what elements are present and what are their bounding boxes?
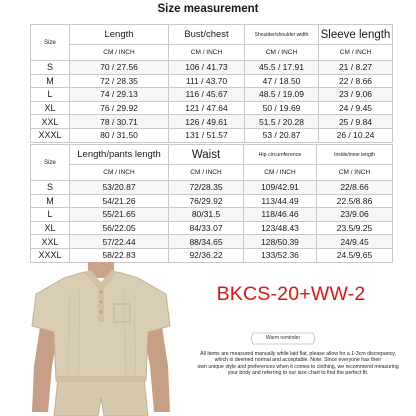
table-row [31,101,393,115]
table-row [31,208,393,222]
header-length: Length [70,25,169,45]
table-cell: 24/9.45 [317,235,393,249]
table-row [31,115,393,129]
table-cell: 53/20.87 [70,181,169,195]
size-label: XXL [31,235,70,249]
table-row [31,128,393,142]
table-cell: 113/44.49 [244,194,317,208]
table-cell: 76 / 29.92 [70,101,169,115]
unit-label: CM / INCH [244,165,317,181]
top-size-table [30,24,393,143]
header-pants-length: Length/pants length [70,145,169,165]
product-code: BKCS-20+WW-2 [216,283,366,305]
reminder-title: Warm reminder [265,335,301,341]
table-cell: 57/22.44 [70,235,169,249]
table-cell: 116 / 45.67 [169,88,245,102]
table-cell: 123/48.43 [244,221,317,235]
table-cell: 76/29.92 [169,194,244,208]
table-cell: 126 / 49.61 [169,115,245,129]
table-cell: 106 / 41.73 [169,61,245,75]
table-cell: 78 / 30.71 [70,115,169,129]
table-cell: 22.5/8.86 [317,194,393,208]
table-cell: 74 / 29.13 [70,88,169,102]
table-cell: 22 / 8.66 [319,74,393,88]
size-label: XXL [31,115,70,129]
table-row [31,248,393,262]
table-cell: 72/28.35 [169,181,244,195]
unit-label: CM / INCH [169,165,244,181]
header-waist: Waist [169,145,244,165]
table-row [31,74,393,88]
table-cell: 45.5 / 17.91 [245,61,319,75]
unit-label: CM / INCH [245,45,319,61]
table-cell: 23 / 9.06 [319,88,393,102]
size-label: S [31,61,70,75]
table-cell: 121 / 47.64 [169,101,245,115]
size-label: L [31,88,70,102]
table-cell: 51.5 / 20.28 [245,115,319,129]
notice-line: which is deemed normal and acceptable. Note: Since everyone has their [214,357,382,364]
table-cell: 128/50.39 [244,235,317,249]
table-cell: 118/46.46 [244,208,317,222]
table-cell: 88/34.65 [169,235,244,249]
table-cell: 131 / 51.57 [169,128,245,142]
table-cell: 84/33.07 [169,221,244,235]
unit-label: CM / INCH [70,165,169,181]
measurement-notice [185,351,411,376]
product-photo [20,262,182,416]
table-row [31,235,393,249]
unit-label: CM / INCH [70,45,169,61]
table-cell: 70 / 27.56 [70,61,169,75]
table-cell: 24.5/9.65 [317,248,393,262]
header-shoulder-width: Shoulder/shoulder width [245,25,319,45]
table-cell: 26 / 10.24 [319,128,393,142]
notice-line: own unique style and preferences when it comes to clothing, we recommend measuring [197,363,399,370]
table-row [31,61,393,75]
table-row [31,181,393,195]
header-sleeve-length: Sleeve length [319,25,393,45]
warm-reminder [250,332,316,345]
table-cell: 72 / 28.35 [70,74,169,88]
table-cell: 23/9.06 [317,208,393,222]
table-cell: 25 / 9.84 [319,115,393,129]
table-cell: 56/22.05 [70,221,169,235]
table-cell: 21 / 8.27 [319,61,393,75]
table-row [31,88,393,102]
table-cell: 54/21.26 [70,194,169,208]
table-cell: 58/22.83 [70,248,169,262]
size-label: XXXL [31,128,70,142]
unit-label: CM / INCH [169,45,245,61]
size-label: L [31,208,70,222]
size-label: XL [31,221,70,235]
header-bust-chest: Bust/chest [169,25,245,45]
table-row [31,221,393,235]
size-label: M [31,74,70,88]
unit-label: CM / INCH [317,165,393,181]
table-cell: 24 / 9.45 [319,101,393,115]
table-cell: 55/21.65 [70,208,169,222]
table-cell: 80 / 31.50 [70,128,169,142]
unit-label: CM / INCH [319,45,393,61]
size-label: M [31,194,70,208]
table-cell: 47 / 18.50 [245,74,319,88]
table-cell: 23.5/9.25 [317,221,393,235]
size-label: S [31,181,70,195]
size-label: XL [31,101,70,115]
table-cell: 80/31.5 [169,208,244,222]
bottom-size-table [30,144,393,263]
table-cell: 92/36.22 [169,248,244,262]
table-cell: 48.5 / 19.09 [245,88,319,102]
size-header: Size [31,145,70,181]
notice-line: All items are measured manually while laid flat, please allow for a 1-3cm discrepancy, [200,351,396,357]
table-cell: 22/8.66 [317,181,393,195]
header-hip-circumference: Hip circumference [244,145,317,165]
size-measurement-title: Size measurement [157,3,259,15]
table-cell: 133/52.36 [244,248,317,262]
table-cell: 50 / 19.69 [245,101,319,115]
size-label: XXXL [31,248,70,262]
table-cell: 109/42.91 [244,181,317,195]
size-header: Size [31,25,70,61]
table-cell: 111 / 43.70 [169,74,245,88]
table-cell: 53 / 20.87 [245,128,319,142]
table-row [31,194,393,208]
header-inner-length: Inside/inner length [317,145,393,165]
notice-line: your body and referring to our size chart to find the perfect fit. [227,369,369,376]
